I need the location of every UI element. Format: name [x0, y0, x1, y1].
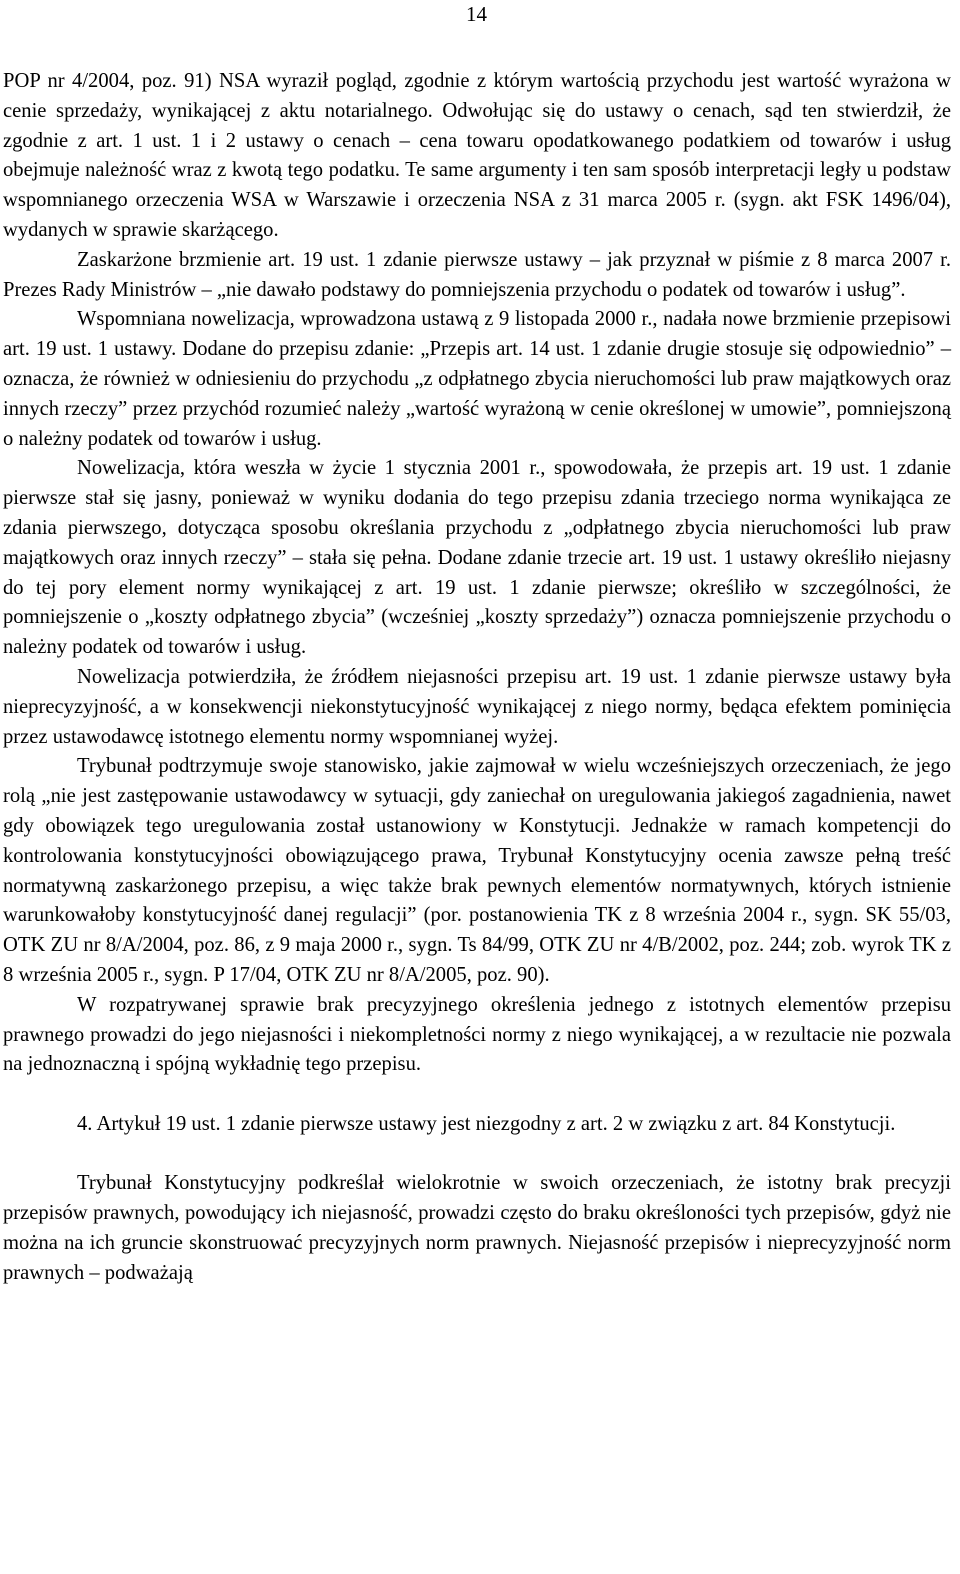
paragraph: Nowelizacja, która weszła w życie 1 stycznia 2001 r., spowodowała, że przepis art. 19 ust. 1 zdanie pierwsze stał się jasny, ponieważ w wyniku dodania do tego przepisu zdania trzeciego norma wynikająca ze zdania pierwszego, dotycząca sposobu określania przychodu z „odpłatnego zbycia nieruchomości lub praw majątkowych oraz innych rzeczy” – stała się pełna. Dodane zdanie trzecie art. 19 ust. 1 ustawy określiło niejasny do tej pory element normy wynikającej z art. 19 ust. 1 zdanie pierwsze; określiło w szczególności, że pomniejszenie o „koszty odpłatnego zbycia” (wcześniej „koszty sprzedaży”) oznacza pomniejszenie przychodu o należny podatek od towarów i usług. — [3, 457, 951, 659]
section-heading: 4. Artykuł 19 ust. 1 zdanie pierwsze ustawy jest niezgodny z art. 2 w związku z art. 84 Konstytucji. — [77, 1112, 896, 1135]
paragraph: W rozpatrywanej sprawie brak precyzyjnego określenia jednego z istotnych elementów przepisu prawnego prowadzi do jego niejasności i niekompletności normy z niego wynikającej, a w rezultacie nie pozwala na jednoznaczną i spójną wykładnię tego przepisu. — [3, 993, 951, 1076]
page-number: 14 — [466, 2, 487, 26]
paragraph-continuation: POP nr 4/2004, poz. 91) NSA wyraził pogląd, zgodnie z którym wartością przychodu jest wartość wyrażona w cenie sprzedaży, wynikającej z aktu notarialnego. Odwołując się do ustawy o cenach, sąd ten stwierdził, że zgodnie z art. 1 ust. 1 i 2 ustawy o cenach – cena towaru opodatkowanego podatkiem od towarów i usług obejmuje należność wraz z kwotą tego podatku. Te same argumenty i ten sam sposób interpretacji legły u podstaw wspomnianego orzeczenia WSA w Warszawie i orzeczenia NSA z 31 marca 2005 r. (sygn. akt FSK 1496/04), wydanych w sprawie skarżącego. — [3, 70, 951, 241]
paragraph: Zaskarżone brzmienie art. 19 ust. 1 zdanie pierwsze ustawy – jak przyznał w piśmie z 8 marca 2007 r. Prezes Rady Ministrów – „nie dawało podstawy do pomniejszenia przychodu o podatek od towarów i usług”. — [3, 248, 951, 301]
paragraph: Nowelizacja potwierdziła, że źródłem niejasności przepisu art. 19 ust. 1 zdanie pierwsze ustawy była nieprecyzyjność, a w konsekwencji niekonstytucyjność wynikającej z niego normy, będąca efektem pominięcia przez ustawodawcę istotnego elementu normy wspomnianej wyżej. — [3, 665, 951, 748]
paragraph: Trybunał Konstytucyjny podkreślał wielokrotnie w swoich orzeczeniach, że istotny brak precyzji przepisów prawnych, powodujący ich niejasność, prowadzi często do braku określoności tych przepisów, gdyż nie można na ich gruncie skonstruować precyzyjnych norm prawnych. Niejasność przepisów i nieprecyzyjność norm prawnych – podważają — [3, 1172, 951, 1284]
paragraph: Wspomniana nowelizacja, wprowadzona ustawą z 9 listopada 2000 r., nadała nowe brzmienie przepisowi art. 19 ust. 1 ustawy. Dodane do przepisu zdanie: „Przepis art. 14 ust. 1 zdanie drugie stosuje się odpowiednio” – oznacza, że również w odniesieniu do przychodu „z odpłatnego zbycia nieruchomości lub praw majątkowych oraz innych rzeczy” przez przychód rozumieć należy „wartość wyrażoną w cenie określonej w umowie”, pomniejszoną o należny podatek od towarów i usług. — [3, 308, 951, 450]
paragraph: Trybunał podtrzymuje swoje stanowisko, jakie zajmował w wielu wcześniejszych orzeczeniach, że jego rolą „nie jest zastępowanie ustawodawcy w sytuacji, gdy zaniechał on uregulowania jakiegoś zagadnienia, nawet gdy obowiązek tego uregulowania został ustanowiony w Konstytucji. Jednakże w ramach kompetencji do kontrolowania konstytucyjności obowiązującego prawa, Trybunał Konstytucyjny ocenia zawsze pełną treść normatywną zaskarżonego przepisu, a więc także brak pewnych elementów normatywnych, których istnienie warunkowałoby konstytucyjność danej regulacji” (por. postanowienia TK z 8 września 2004 r., sygn. SK 55/03, OTK ZU nr 8/A/2004, poz. 86, z 9 maja 2000 r., sygn. Ts 84/99, OTK ZU nr 4/B/2002, poz. 244; zob. wyrok TK z 8 września 2005 r., sygn. P 17/04, OTK ZU nr 8/A/2005, poz. 90). — [3, 755, 951, 986]
document-body — [3, 67, 951, 1289]
